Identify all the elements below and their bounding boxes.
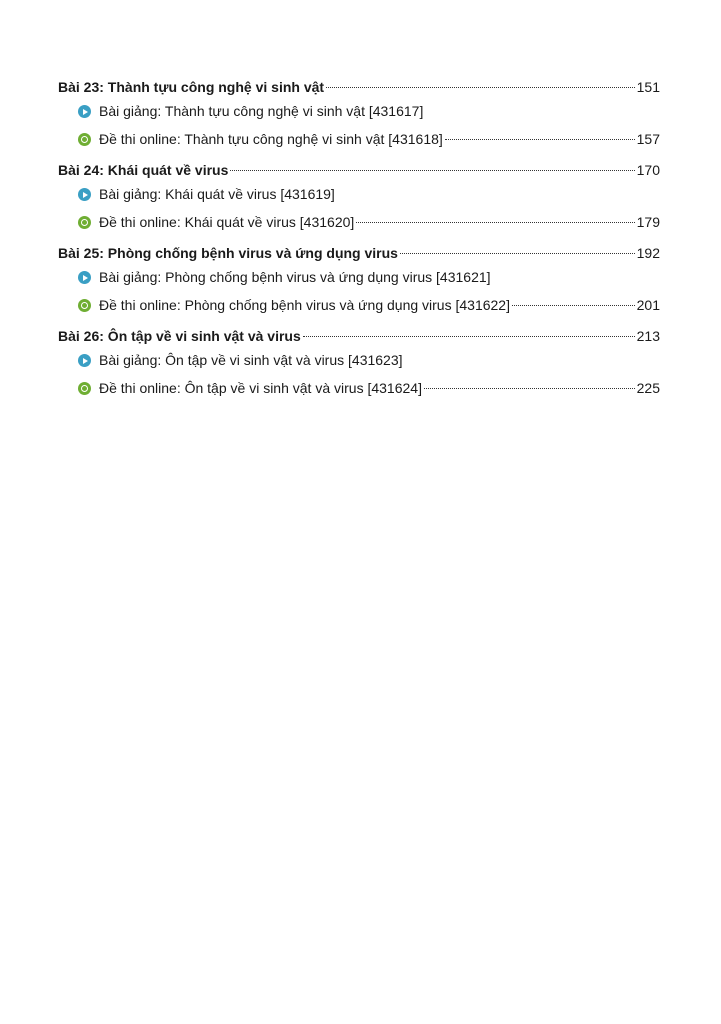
lecture-title: Bài giảng: Phòng chống bệnh virus và ứng dụng virus [431621]	[99, 269, 491, 285]
lesson-heading[interactable]	[58, 76, 660, 98]
clock-icon	[78, 133, 91, 146]
lecture-item[interactable]	[58, 181, 660, 209]
lesson-title: Bài 24: Khái quát về virus	[58, 162, 229, 178]
lesson-heading[interactable]	[58, 242, 660, 264]
dot-leader	[230, 170, 634, 171]
lecture-item[interactable]	[58, 264, 660, 292]
dot-leader	[445, 139, 635, 140]
play-icon	[78, 105, 91, 118]
play-icon	[78, 354, 91, 367]
lesson-heading[interactable]	[58, 325, 660, 347]
play-icon	[78, 271, 91, 284]
exam-title: Đề thi online: Khái quát về virus [431620]	[99, 213, 355, 230]
exam-item[interactable]	[58, 209, 660, 237]
dot-leader	[356, 222, 634, 223]
page-number: 213	[636, 328, 660, 344]
page-number: 170	[636, 162, 660, 178]
dot-leader	[424, 388, 635, 389]
exam-title: Đề thi online: Ôn tập về vi sinh vật và virus [431624]	[99, 379, 422, 396]
page-number: 225	[636, 379, 660, 396]
page-number: 201	[636, 296, 660, 313]
lesson-entry	[58, 159, 660, 236]
lesson-title: Bài 23: Thành tựu công nghệ vi sinh vật	[58, 79, 325, 95]
page-number: 151	[636, 79, 660, 95]
dot-leader	[326, 87, 635, 88]
lesson-entry	[58, 242, 660, 319]
lesson-heading[interactable]	[58, 159, 660, 181]
page-number: 179	[636, 213, 660, 230]
dot-leader	[400, 253, 635, 254]
lecture-item[interactable]	[58, 347, 660, 375]
lesson-entry	[58, 76, 660, 153]
dot-leader	[512, 305, 635, 306]
lesson-title: Bài 25: Phòng chống bệnh virus và ứng dụng virus	[58, 245, 398, 261]
dot-leader	[303, 336, 635, 337]
clock-icon	[78, 382, 91, 395]
page-number: 157	[636, 130, 660, 147]
exam-item[interactable]	[58, 292, 660, 320]
page-number: 192	[636, 245, 660, 261]
exam-item[interactable]	[58, 375, 660, 403]
play-icon	[78, 188, 91, 201]
table-of-contents	[58, 76, 660, 408]
clock-icon	[78, 216, 91, 229]
lesson-title: Bài 26: Ôn tập về vi sinh vật và virus	[58, 328, 301, 344]
lecture-item[interactable]	[58, 98, 660, 126]
lecture-title: Bài giảng: Khái quát về virus [431619]	[99, 186, 335, 202]
exam-title: Đề thi online: Thành tựu công nghệ vi sinh vật [431618]	[99, 130, 443, 147]
exam-item[interactable]	[58, 126, 660, 154]
lecture-title: Bài giảng: Ôn tập về vi sinh vật và virus [431623]	[99, 352, 403, 368]
clock-icon	[78, 299, 91, 312]
lecture-title: Bài giảng: Thành tựu công nghệ vi sinh vật [431617]	[99, 103, 424, 119]
exam-title: Đề thi online: Phòng chống bệnh virus và ứng dụng virus [431622]	[99, 296, 510, 313]
lesson-entry	[58, 325, 660, 402]
